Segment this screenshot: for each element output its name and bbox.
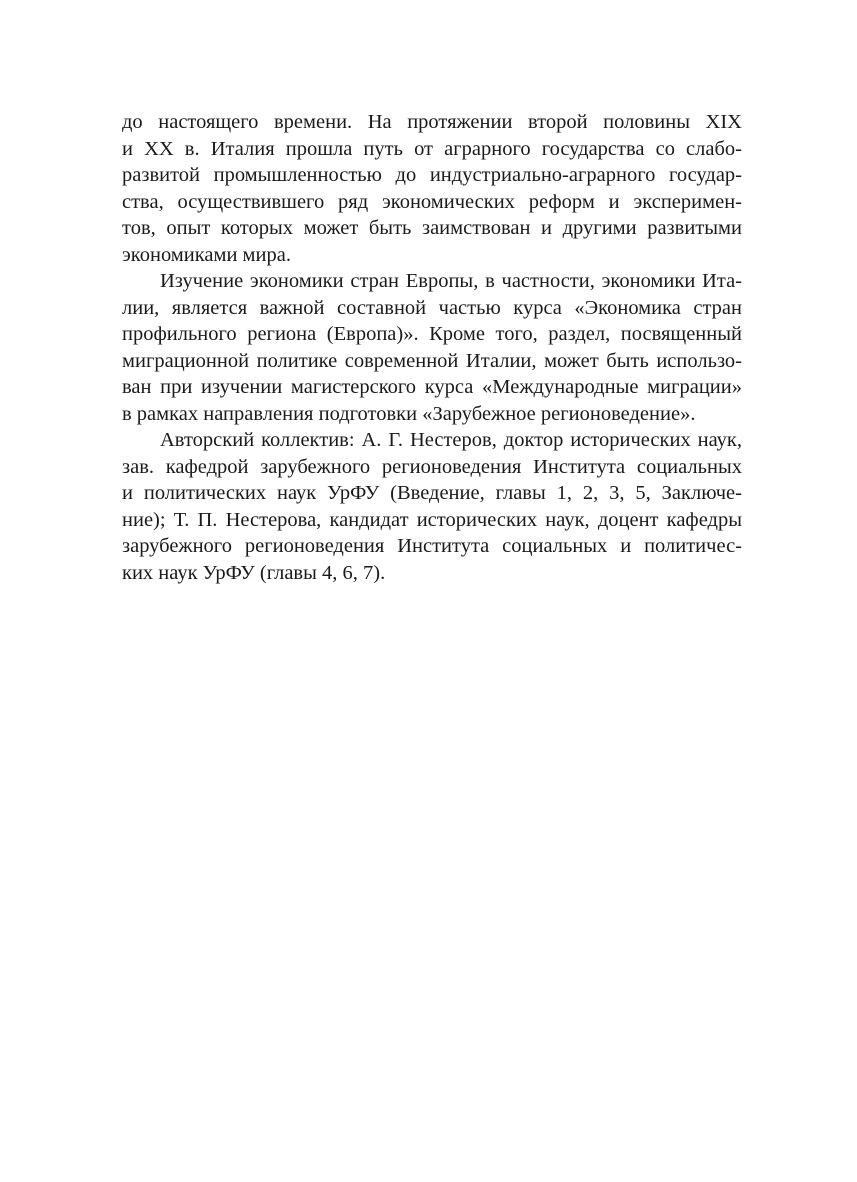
text-line: Изучение экономики стран Европы, в частности, экономики Ита-	[160, 270, 742, 292]
text-line: в рамках направления подготовки «Зарубежное регионоведение».	[122, 402, 696, 425]
document-page	[122, 109, 742, 586]
text-line: ства, осуществившего ряд экономических реформ и эксперимен-	[122, 190, 742, 213]
text-line: ван при изучении магистерского курса «Международные миграции»	[122, 376, 742, 398]
text-line: профильного региона (Европа)». Кроме того, раздел, посвященный	[122, 323, 742, 345]
paragraph-course-relevance	[122, 268, 742, 427]
text-line: зарубежного регионоведения Института социальных и политичес-	[122, 535, 742, 557]
text-line: ких наук УрФУ (главы 4, 6, 7).	[122, 561, 386, 584]
text-line: Авторский коллектив: А. Г. Нестеров, доктор исторических наук,	[160, 429, 742, 451]
text-line: и политических наук УрФУ (Введение, главы 1, 2, 3, 5, Заключе-	[122, 482, 742, 504]
text-line: зав. кафедрой зарубежного регионоведения Института социальных	[122, 455, 742, 478]
text-line: миграционной политике современной Италии, может быть использо-	[122, 349, 742, 372]
text-line: экономиками мира.	[122, 243, 291, 266]
paragraph-intro-continuation	[122, 109, 742, 268]
text-line: и XX в. Италия прошла путь от аграрного государства со слабо-	[122, 137, 742, 160]
paragraph-authors	[122, 427, 742, 586]
text-line: ние); Т. П. Нестерова, кандидат исторических наук, доцент кафедры	[122, 508, 742, 531]
text-line: развитой промышленностью до индустриально-аграрного государ-	[122, 164, 742, 186]
text-line: лии, является важной составной частью курса «Экономика стран	[122, 296, 742, 319]
text-line: до настоящего времени. На протяжении второй половины XIX	[122, 111, 742, 133]
text-line: тов, опыт которых может быть заимствован и другими развитыми	[122, 217, 742, 239]
